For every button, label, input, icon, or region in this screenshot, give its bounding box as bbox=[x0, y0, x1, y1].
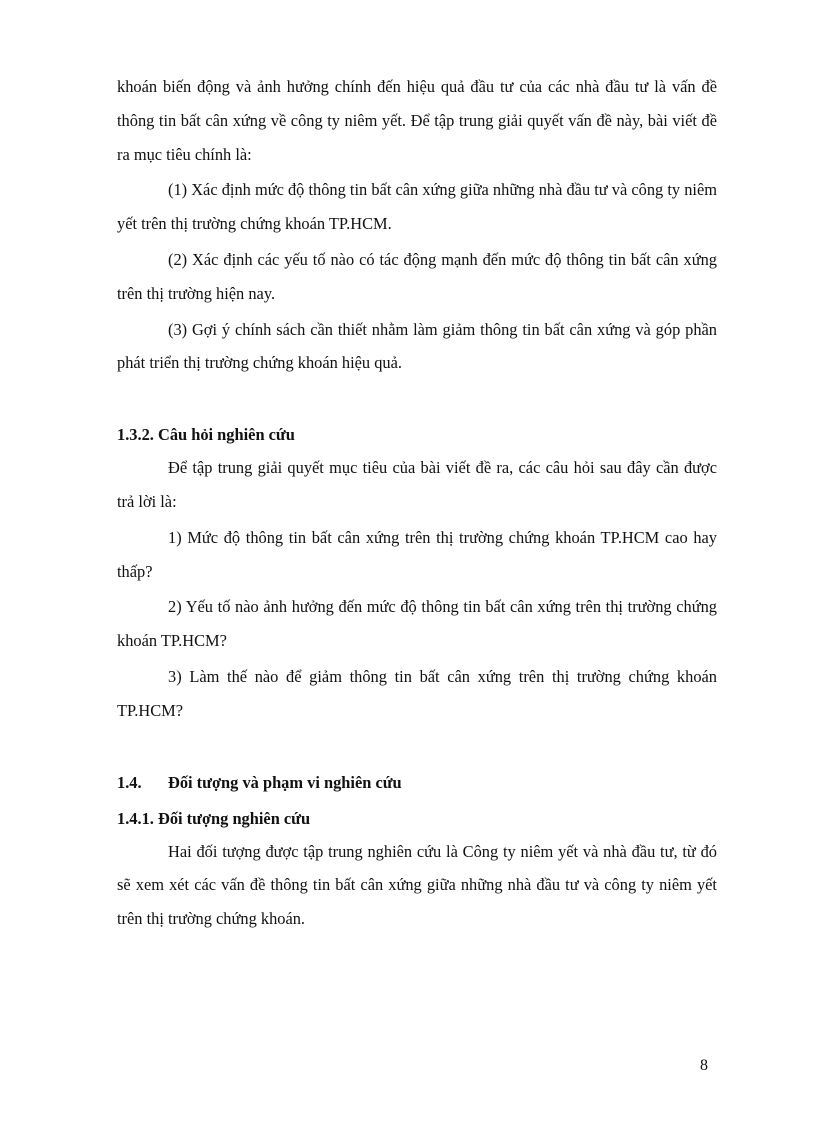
section-1-3-2-heading: 1.3.2. Câu hỏi nghiên cứu bbox=[117, 425, 295, 445]
section-1-4-heading bbox=[117, 766, 717, 799]
question-2: 2) Yếu tố nào ảnh hưởng đến mức độ thông tin bất cân xứng trên thị trường chứng khoán TP.HCM? bbox=[117, 597, 717, 651]
question-1: 1) Mức độ thông tin bất cân xứng trên thị trường chứng khoán TP.HCM cao hay thấp? bbox=[117, 527, 717, 581]
intro-paragraph: khoán biến động và ảnh hưởng chính đến hiệu quả đầu tư của các nhà đầu tư là vấn đề thông tin bất cân xứng về công ty niêm yết. Để tập trung giải quyết vấn đề này, bài viết đề ra mục tiêu chính là: bbox=[117, 77, 717, 164]
section-1-4-title: Đối tượng và phạm vi nghiên cứu bbox=[168, 772, 402, 792]
objective-1: (1) Xác định mức độ thông tin bất cân xứng giữa những nhà đầu tư và công ty niêm yết trên thị trường chứng khoán TP.HCM. bbox=[117, 180, 717, 234]
question-3: 3) Làm thế nào để giảm thông tin bất cân xứng trên thị trường chứng khoán TP.HCM? bbox=[117, 666, 717, 720]
section-1-4-number: 1.4. bbox=[117, 772, 142, 792]
objective-3: (3) Gợi ý chính sách cần thiết nhằm làm giảm thông tin bất cân xứng và góp phần phát triển thị trường chứng khoán hiệu quả. bbox=[117, 319, 717, 373]
page-number: 8 bbox=[700, 1057, 708, 1074]
objective-2: (2) Xác định các yếu tố nào có tác động mạnh đến mức độ thông tin bất cân xứng trên thị trường hiện nay. bbox=[117, 249, 717, 303]
section-1-4-1-heading: 1.4.1. Đối tượng nghiên cứu bbox=[117, 808, 311, 828]
section-1-4-1-paragraph: Hai đối tượng được tập trung nghiên cứu là Công ty niêm yết và nhà đầu tư, từ đó sẽ xem xét các vấn đề thông tin bất cân xứng giữa những nhà đầu tư và công ty niêm yết trên thị trường chứng khoán. bbox=[117, 841, 717, 929]
section-1-3-2-intro: Để tập trung giải quyết mục tiêu của bài viết đề ra, các câu hỏi sau đây cần được trả lời là: bbox=[117, 458, 717, 511]
document-page bbox=[117, 70, 717, 936]
